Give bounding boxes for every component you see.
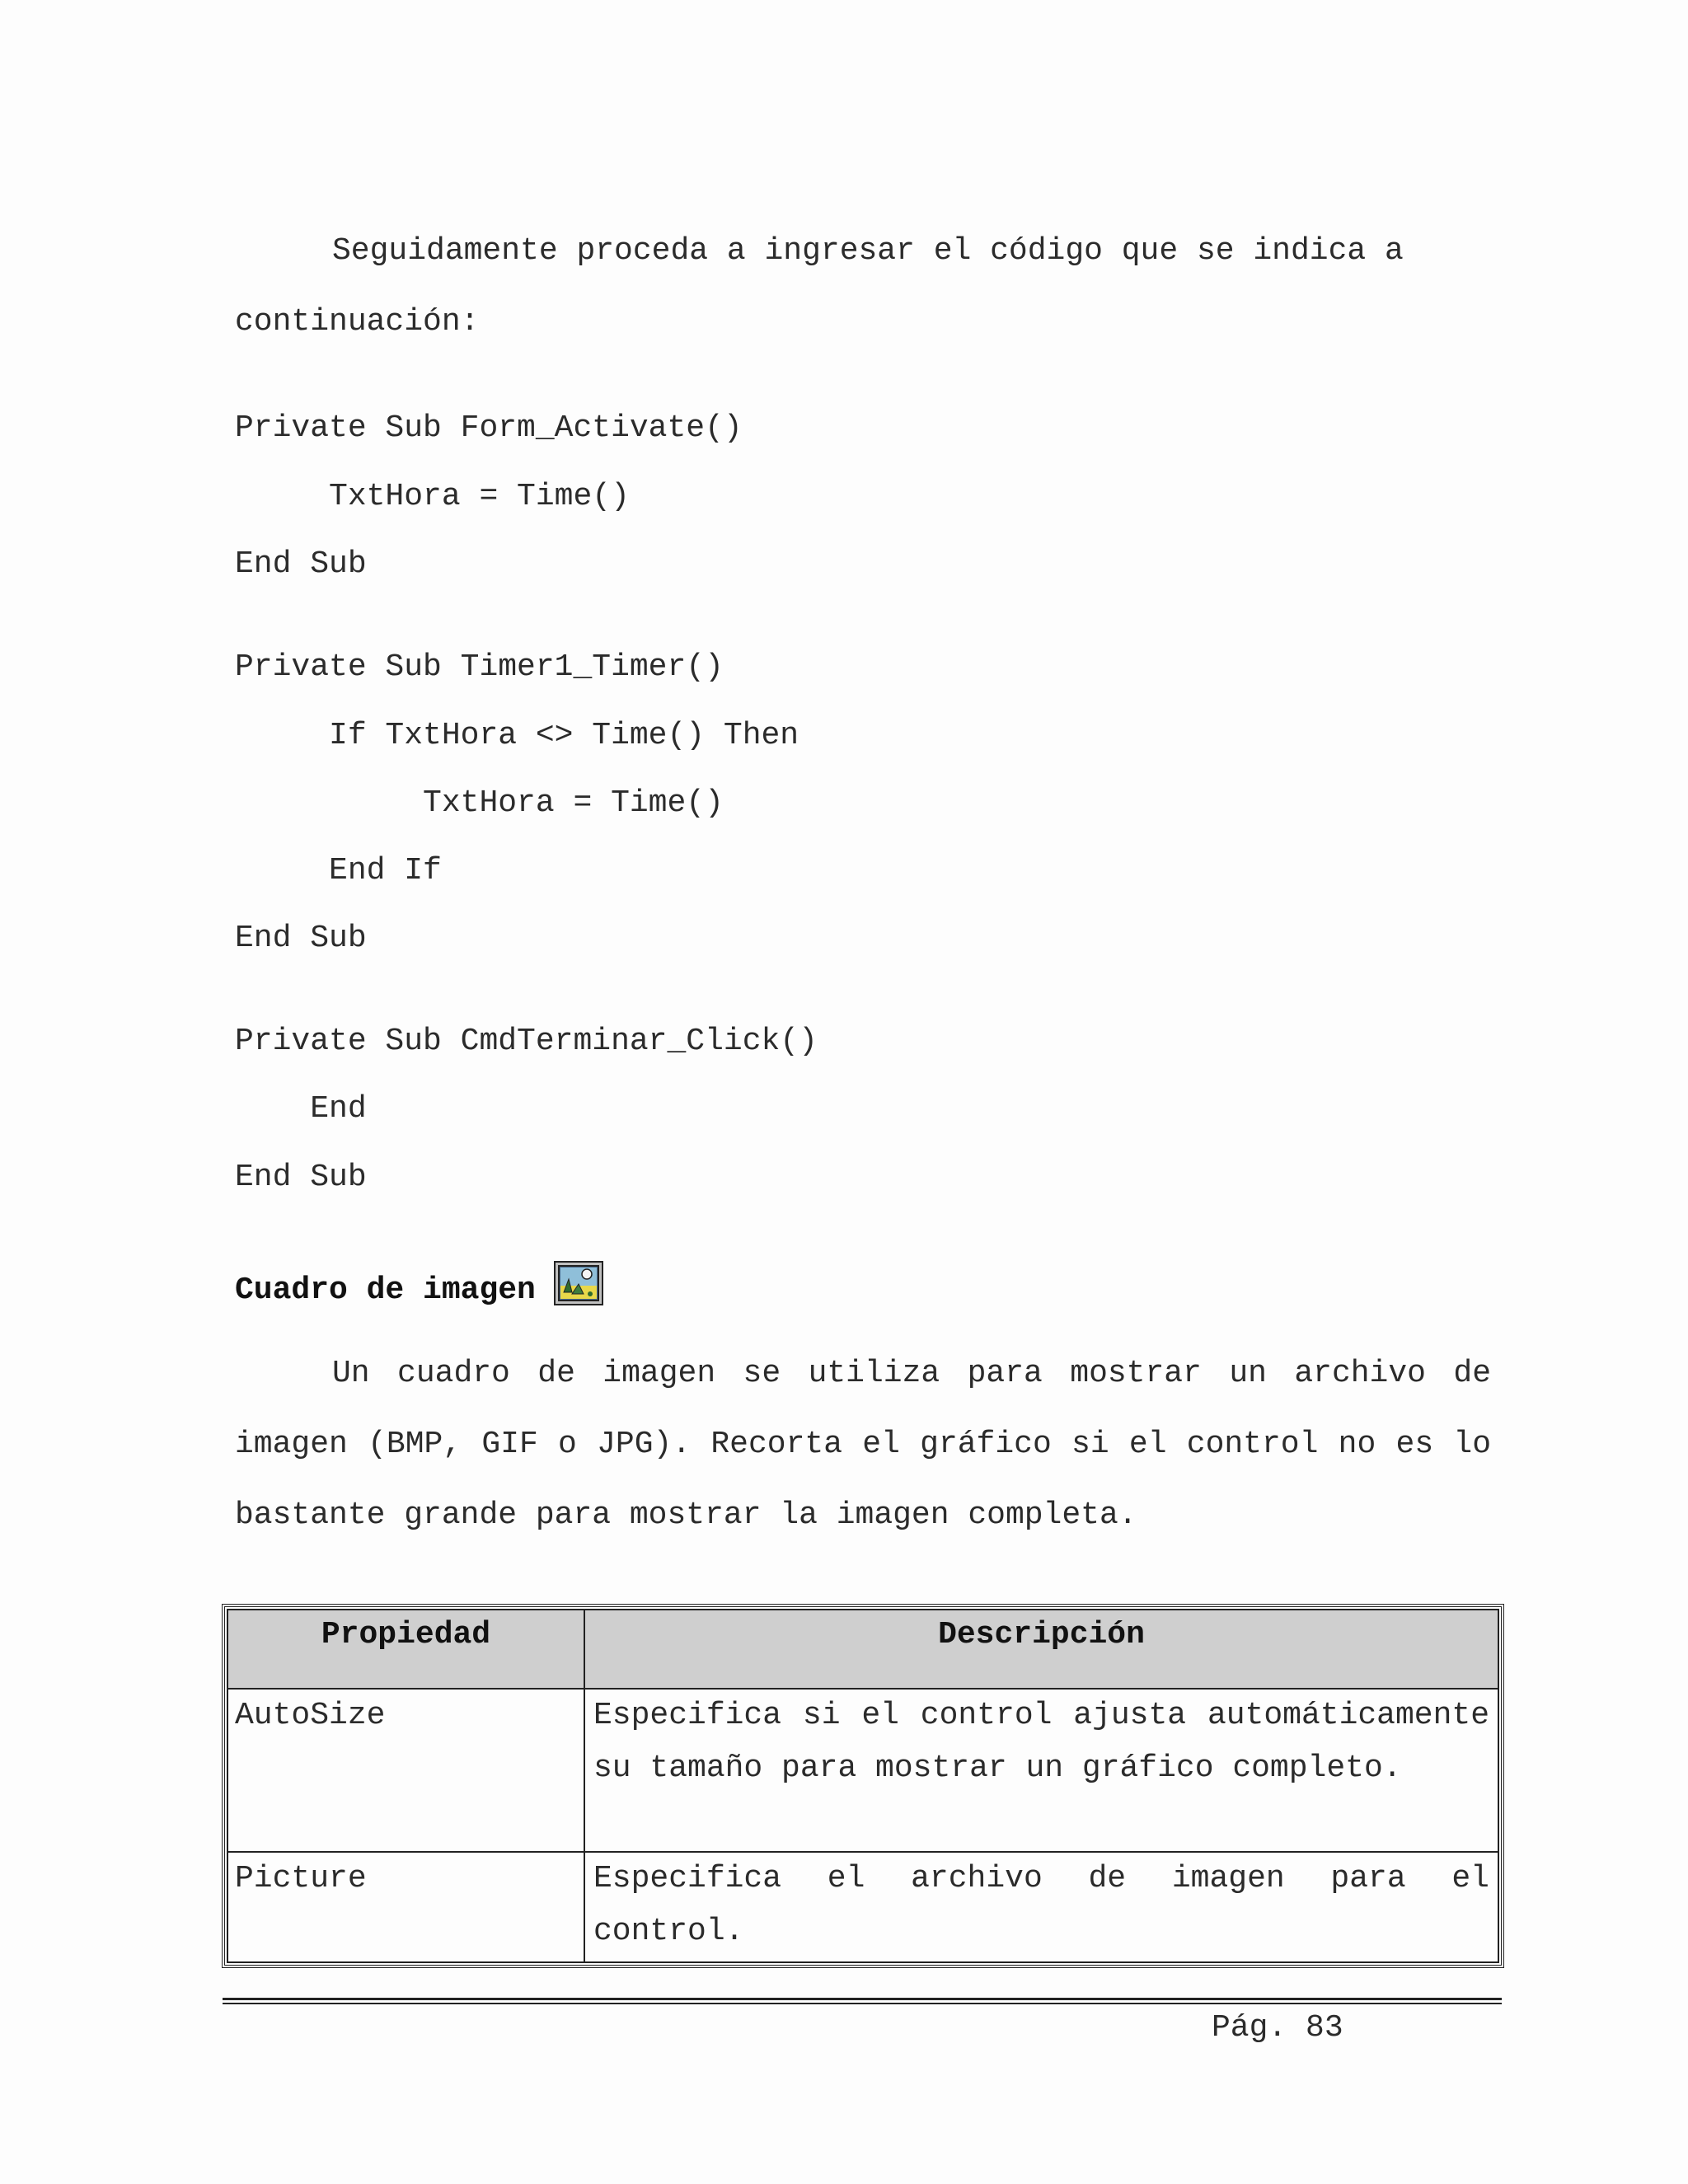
header-propiedad: Propiedad: [227, 1610, 584, 1689]
property-name: Picture: [227, 1852, 584, 1962]
table-row: [227, 1852, 1498, 1962]
intro-paragraph-continuation: [235, 287, 1491, 358]
property-description: Especifica si el control ajusta automáticamente su tamaño para mostrar un gráfico completo.: [584, 1689, 1498, 1852]
code-line: TxtHora = Time(): [235, 785, 724, 821]
code-line: Private Sub Form_Activate(): [235, 410, 743, 446]
code-line: Private Sub CmdTerminar_Click(): [235, 1024, 818, 1059]
section-paragraph-text: Un cuadro de imagen se utiliza para mostrar un archivo de imagen (BMP, GIF o JPG). Recorta el gráfico si el control no es lo bastante grande para mostrar la imagen completa.: [235, 1356, 1491, 1533]
table-row: [227, 1689, 1498, 1852]
picture-box-icon: [554, 1261, 603, 1305]
table-header-row: [227, 1610, 1498, 1689]
properties-table: [227, 1609, 1499, 1963]
property-name: AutoSize: [227, 1689, 584, 1852]
code-line: If TxtHora <> Time() Then: [235, 718, 799, 753]
code-line: End If: [235, 853, 442, 888]
intro-paragraph-line1: Seguidamente proceda a ingresar el código que se indica a: [332, 233, 1404, 269]
intro-paragraph: [235, 216, 1491, 287]
code-line: Private Sub Timer1_Timer(): [235, 649, 724, 685]
header-descripcion: Descripción: [584, 1610, 1498, 1689]
properties-table-frame: [222, 1604, 1504, 1968]
code-line: End: [235, 1091, 367, 1127]
code-line: End Sub: [235, 546, 367, 582]
section-heading-text: Cuadro de imagen: [235, 1272, 536, 1308]
property-description: Especifica el archivo de imagen para el control.: [584, 1852, 1498, 1962]
code-line: End Sub: [235, 921, 367, 956]
code-line: End Sub: [235, 1160, 367, 1195]
intro-paragraph-line2: continuación:: [235, 304, 480, 340]
section-paragraph: [235, 1338, 1491, 1551]
code-line: TxtHora = Time(): [235, 479, 630, 514]
page-number: Pág. 83: [1212, 2010, 1343, 2046]
footer-rule: [223, 1998, 1502, 2004]
section-heading: [235, 1268, 603, 1312]
